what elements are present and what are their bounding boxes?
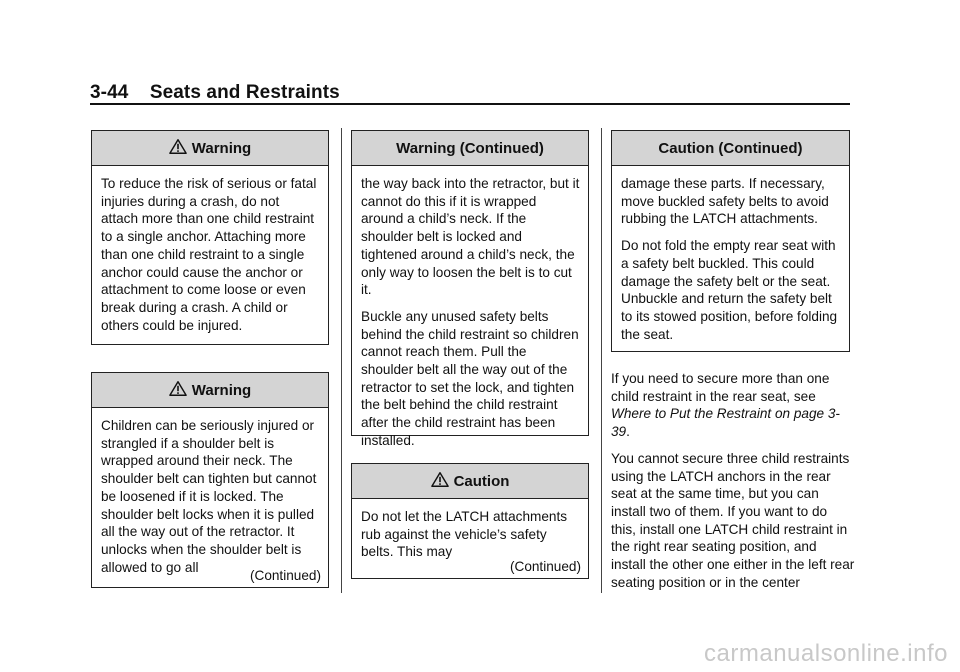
box-body (92, 166, 328, 334)
body-text-span: If you need to secure more than one child restraint in the rear seat, see (611, 371, 830, 404)
box-title (92, 131, 328, 166)
box-body (612, 166, 849, 343)
box-paragraph: damage these parts. If necessary, move buckled safety belts to avoid rubbing the LATCH attachments. (621, 176, 829, 227)
continued-label: (Continued) (249, 568, 321, 583)
box-title (352, 131, 588, 166)
box-paragraph: To reduce the risk of serious or fatal injuries during a crash, do not attach more than one child restraint to a single anchor. Attaching more than one child restraint to a single anchor could cause the anchor or attachment to come loose or even break during a crash. A child or others could be injured. (101, 176, 317, 333)
warning-triangle-icon (169, 138, 187, 155)
caution-box-latch (351, 463, 589, 579)
box-title-text: Warning (191, 139, 252, 157)
box-paragraph: Children can be seriously injured or strangled if a shoulder belt is wrapped around their neck. The shoulder belt can tighten but cannot be loosened if it is locked. The shoulder belt locks when it is pulled all the way out of the retractor. It unlocks when the shoulder belt is allowed to go all (101, 418, 317, 575)
column-divider (601, 128, 602, 593)
box-body (92, 408, 328, 576)
header-rule (90, 103, 850, 105)
box-paragraph: the way back into the retractor, but it cannot do this if it is wrapped around a child’s neck. If the shoulder belt is locked and tightened around a child’s neck, the only way to loosen the belt is to cut it. (361, 176, 580, 298)
warning-box-continued (351, 130, 589, 448)
body-paragraph: You cannot secure three child restraints using the LATCH anchors in the rear seat at the same time, but you can install two of them. If you want to do this, install one LATCH child restraint in the right rear seating position, and install the other one either in the left rear seating position or in the center (611, 450, 855, 590)
box-title-text: Warning (191, 381, 252, 399)
watermark: carmanualsonline.info (704, 640, 948, 667)
page-header (90, 82, 340, 104)
section-title: Seats and Restraints (149, 82, 340, 103)
box-title (92, 373, 328, 408)
box-paragraph: Do not fold the empty rear seat with a safety belt buckled. This could damage the safety belt or the seat. Unbuckle and return the safety belt to its stowed position, before folding the seat. (621, 238, 838, 342)
warning-box-shoulder-belt (91, 372, 329, 588)
box-body (352, 499, 588, 561)
page-number: 3-44 (90, 82, 129, 103)
box-title-text: Caution (Continued) (658, 139, 803, 157)
warning-triangle-icon (169, 380, 187, 397)
box-paragraph: Buckle any unused safety belts behind the child restraint so children cannot reach them. Pull the shoulder belt all the way out of the retractor to set the lock, and tighten the belt behind the child restraint after the child restraint has been installed. (361, 308, 579, 448)
box-title-text: Warning (Continued) (396, 139, 544, 157)
column-divider (341, 128, 342, 593)
warning-triangle-icon (431, 471, 449, 488)
box-title (352, 464, 588, 499)
caution-box-continued (611, 130, 850, 352)
box-paragraph: Do not let the LATCH attachments rub against the vehicle’s safety belts. This may (361, 509, 568, 560)
box-body (352, 166, 588, 450)
body-text (611, 370, 855, 600)
box-title-text: Caution (453, 472, 510, 490)
body-text-span: . (626, 424, 630, 440)
body-paragraph (611, 370, 855, 441)
continued-label: (Continued) (509, 559, 581, 574)
cross-reference-link[interactable]: Where to Put the Restraint on page 3-39 (611, 406, 840, 440)
box-title (612, 131, 849, 166)
warning-box-anchor (91, 130, 329, 345)
